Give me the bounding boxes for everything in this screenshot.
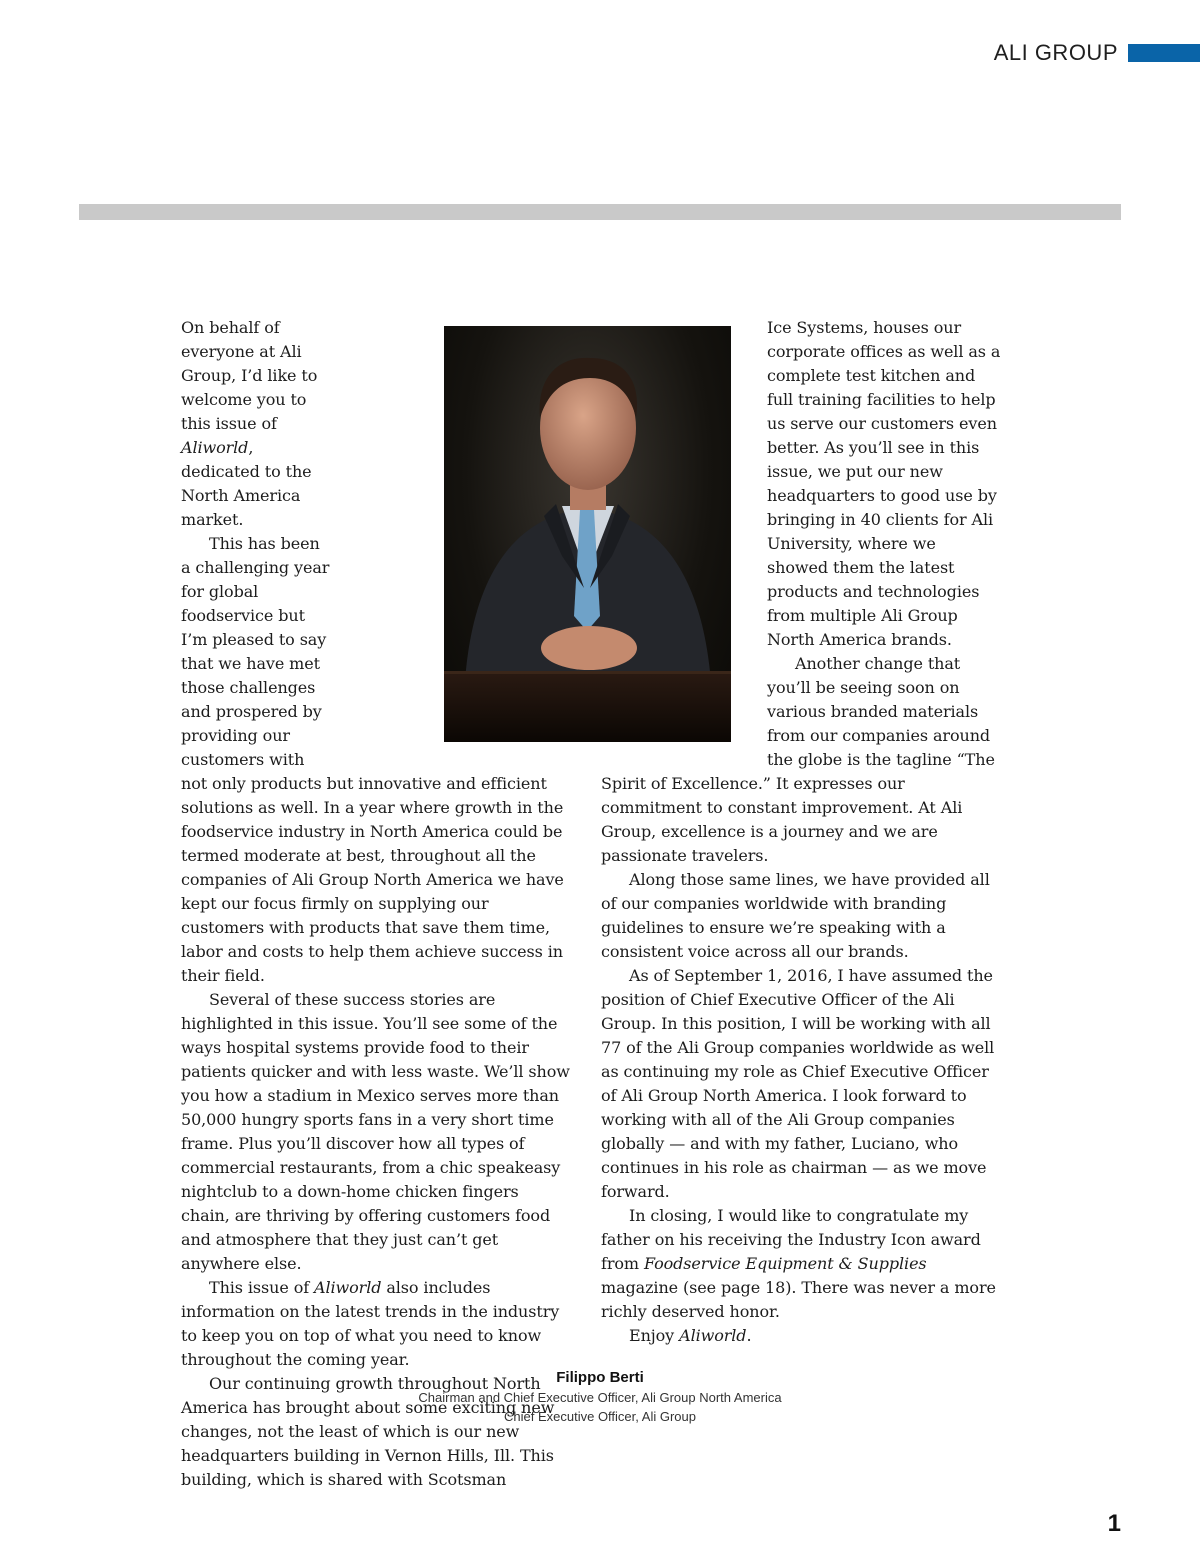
accent-bar	[1128, 44, 1200, 62]
paragraph: On behalf of everyone at Ali Group, I’d like to welcome you to this issue of Aliworld, dedicated to the North America market.	[181, 318, 318, 529]
signatory-title-secondary: Chief Executive Officer, Ali Group	[504, 1409, 696, 1424]
paragraph: Ice Systems, houses our corporate offices as well as a complete test kitchen and full training facilities to help us serve our customers even better. As you’ll see in this issue, we put our new headquarters to good use by bringing in 40 clients for Ali University, where we showed them the latest products and technologies from multiple Ali Group North America brands.	[767, 318, 1001, 649]
paragraph: In closing, I would like to congratulate my father on his receiving the Industry Icon award from Foodservice Equipment & Supplies magazine (see page 18). There was never a more richly deserved honor.	[601, 1206, 996, 1321]
article-column-left	[181, 316, 571, 1492]
section-label: ALI GROUP	[993, 40, 1118, 65]
paragraph: Enjoy Aliworld.	[629, 1326, 752, 1345]
divider-bar	[79, 204, 1121, 220]
paragraph: Along those same lines, we have provided all of our companies worldwide with branding guidelines to ensure we’re speaking with a consistent voice across all our brands.	[601, 870, 990, 961]
paragraph: This issue of Aliworld also includes information on the latest trends in the industry to keep you on top of what you need to know throughout the coming year.	[181, 1278, 560, 1369]
paragraph: Our continuing growth throughout North America has brought about some exciting new changes, not the least of which is our new headquarters building in Vernon Hills, Ill. This building, which is shared with Scotsman	[181, 1374, 555, 1489]
page-number: 1	[1107, 1510, 1121, 1537]
paragraph: As of September 1, 2016, I have assumed the position of Chief Executive Officer of the Ali Group. In this position, I will be working with all 77 of the Ali Group companies worldwide as well as continuing my role as Chief Executive Officer of Ali Group North America. I look forward to working with all of the Ali Group companies globally — and with my father, Luciano, who continues in his role as chairman — as we move forward.	[601, 966, 995, 1201]
signature-block	[300, 1368, 900, 1426]
paragraph: Another change that you’ll be seeing soon on various branded materials from our companies around the globe is the tagline “The Spirit of Excellence.” It expresses our commitment to constant improvement. At Ali Group, excellence is a journey and we are passionate travelers.	[601, 654, 995, 865]
paragraph: This has been a challenging year for global foodservice but I’m pleased to say that we have met those challenges and prospered by providing our customers with not only products but innovative and efficient solutions as well. In a year where growth in the foodservice industry in North America could be termed moderate at best, throughout all the companies of Ali Group North America we have kept our focus firmly on supplying our customers with products that save them time, labor and costs to help them achieve success in their field.	[181, 534, 564, 985]
article-column-right	[601, 316, 1001, 1348]
signatory-title: Chairman and Chief Executive Officer, Ali Group North America	[418, 1390, 782, 1405]
paragraph: Several of these success stories are highlighted in this issue. You’ll see some of the ways hospital systems provide food to their patients quicker and with less waste. We’ll show you how a stadium in Mexico serves more than 50,000 hungry sports fans in a very short time frame. Plus you’ll discover how all types of commercial restaurants, from a chic speakeasy nightclub to a down-home chicken fingers chain, are thriving by offering customers food and atmosphere that they just can’t get anywhere else.	[181, 990, 570, 1273]
signatory-name: Filippo Berti	[556, 1369, 644, 1386]
